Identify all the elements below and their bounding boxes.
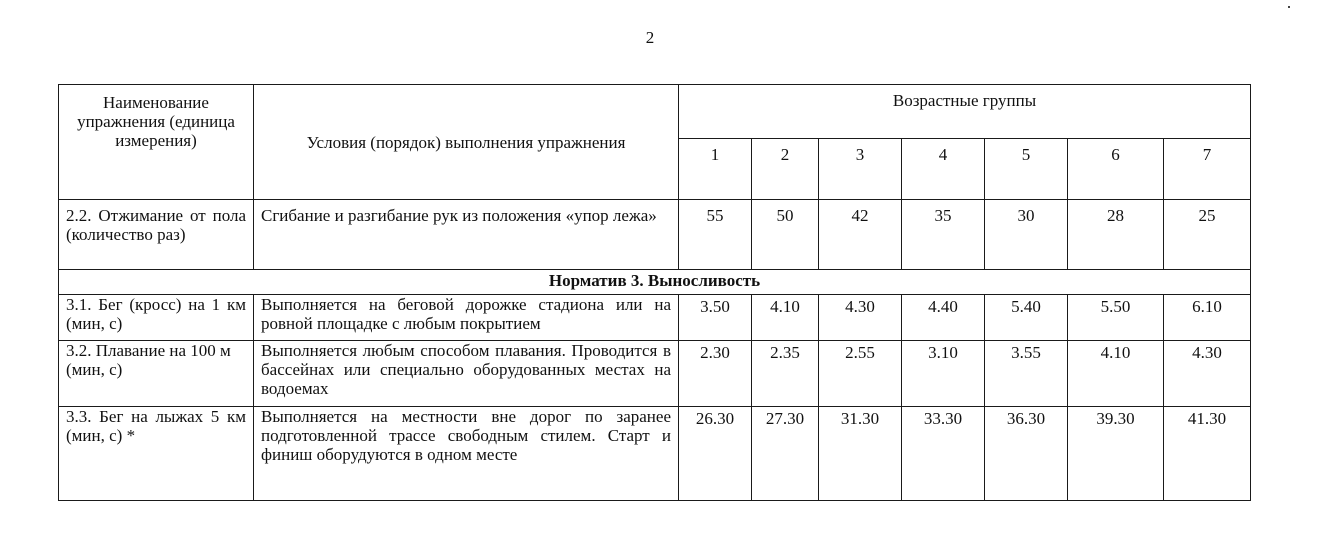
exercise-name: 3.2. Плавание на 100 м (мин, с): [59, 341, 254, 407]
norm-value: 3.10: [902, 341, 985, 407]
exercise-conditions: Выполняется любым способом плавания. Проводится в бассейнах или специально оборудованных местах на водоемах: [254, 341, 679, 407]
norm-value: 4.30: [819, 295, 902, 341]
table-row: [59, 200, 1251, 270]
norm-value: 28: [1068, 200, 1164, 270]
exercise-name: 3.3. Бег на лыжах 5 км (мин, с) *: [59, 407, 254, 501]
norm-value: 5.40: [985, 295, 1068, 341]
header-exercise: Наименование упражнения (единица измерения): [59, 85, 254, 200]
norm-value: 33.30: [902, 407, 985, 501]
norm-value: 5.50: [1068, 295, 1164, 341]
norm-value: 42: [819, 200, 902, 270]
table-row: [59, 295, 1251, 341]
exercise-conditions: Выполняется на местности вне дорог по заранее подготовленной трассе свободным стилем. Старт и финиш оборудуются в одном месте: [254, 407, 679, 501]
norm-value: 25: [1164, 200, 1251, 270]
norm-value: 27.30: [752, 407, 819, 501]
norm-value: 2.55: [819, 341, 902, 407]
norm-value: 4.10: [752, 295, 819, 341]
header-age-groups: Возрастные группы: [679, 85, 1251, 139]
exercise-conditions: Сгибание и разгибание рук из положения «упор лежа»: [254, 200, 679, 270]
norm-value: 39.30: [1068, 407, 1164, 501]
group-number: 4: [902, 139, 985, 200]
norm-value: 41.30: [1164, 407, 1251, 501]
norm-value: 4.30: [1164, 341, 1251, 407]
exercise-conditions: Выполняется на беговой дорожке стадиона или на ровной площадке с любым покрытием: [254, 295, 679, 341]
group-number: 5: [985, 139, 1068, 200]
group-number: 1: [679, 139, 752, 200]
group-number: 6: [1068, 139, 1164, 200]
table-row: [59, 341, 1251, 407]
norm-value: 4.10: [1068, 341, 1164, 407]
section-title: Норматив 3. Выносливость: [59, 270, 1251, 295]
norm-value: 2.30: [679, 341, 752, 407]
exercise-name: 2.2. Отжимание от пола (количество раз): [59, 200, 254, 270]
norm-value: 4.40: [902, 295, 985, 341]
norm-value: 2.35: [752, 341, 819, 407]
norm-value: 31.30: [819, 407, 902, 501]
table-row: [59, 407, 1251, 501]
scan-speck: [1288, 6, 1290, 8]
norm-value: 3.55: [985, 341, 1068, 407]
norm-value: 3.50: [679, 295, 752, 341]
section-row: [59, 270, 1251, 295]
norm-value: 30: [985, 200, 1068, 270]
norm-value: 36.30: [985, 407, 1068, 501]
norm-value: 26.30: [679, 407, 752, 501]
exercise-name: 3.1. Бег (кросс) на 1 км (мин, с): [59, 295, 254, 341]
page-number: 2: [645, 28, 655, 47]
group-number: 2: [752, 139, 819, 200]
standards-table: [58, 84, 1251, 501]
group-number: 7: [1164, 139, 1251, 200]
norm-value: 55: [679, 200, 752, 270]
norm-value: 35: [902, 200, 985, 270]
header-row: [59, 85, 1251, 139]
group-number: 3: [819, 139, 902, 200]
norm-value: 50: [752, 200, 819, 270]
norm-value: 6.10: [1164, 295, 1251, 341]
header-conditions: Условия (порядок) выполнения упражнения: [254, 85, 679, 200]
